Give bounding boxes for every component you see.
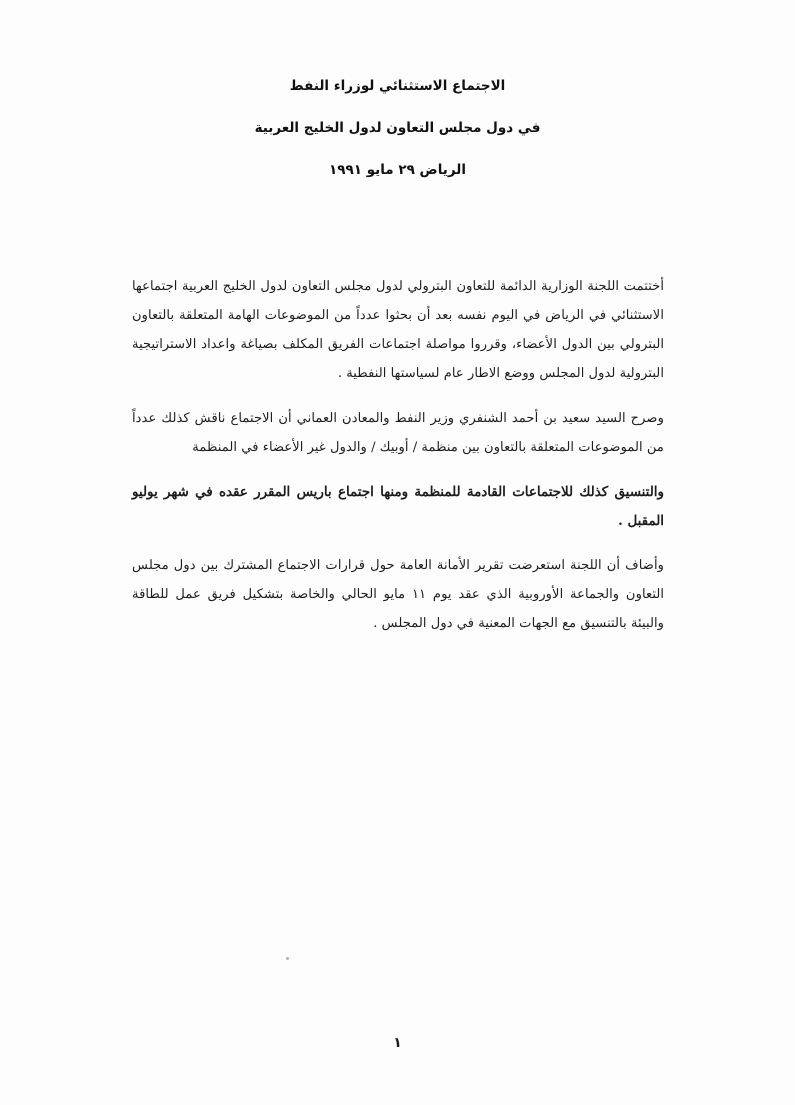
page-number: ١ [393, 1035, 402, 1051]
document-heading [0, 78, 795, 204]
paragraph-4: وأضاف أن اللجنة استعرضت تقرير الأمانة العامة حول قرارات الاجتماع المشترك بين دول مجلس التعاون والجماعة الأوروبية الذي عقد يوم ١١ مايو الحالي والخاصة بتشكيل فريق عمل للطاقة والبيئة بالتنسيق مع الجهات المعنية في دول المجلس . [132, 558, 665, 631]
heading-line-2: في دول مجلس التعاون لدول الخليج العربية [254, 120, 541, 136]
scan-artifact-dot [286, 957, 289, 960]
heading-line-1: الاجتماع الاستثنائي لوزراء النفط [289, 78, 506, 94]
paragraph-1: أختتمت اللجنة الوزارية الدائمة للتعاون البترولي لدول مجلس التعاون لدول الخليج العربية اجتماعها الاستثنائي في الرياض في اليوم نفسه بعد أن بحثوا عدداً من الموضوعات الهامة المتعلقة بالتعاون البترولي بين الدول الأعضاء، وقرروا مواصلة اجتماعات الفريق المكلف بصياغة واعداد الاستراتيجية البترولية لدول المجلس ووضع الاطار عام لسياستها النفطية . [132, 279, 664, 381]
heading-line-3-date: الرياض ٢٩ مايو ١٩٩١ [329, 162, 466, 178]
paragraph-2: وصرح السيد سعيد بن أحمد الشنفري وزير النفط والمعادن العماني أن الاجتماع ناقش كذلك عدداً من الموضوعات المتعلقة بالتعاون بين منظمة / أوبيك / والدول غير الأعضاء في المنظمة [132, 411, 664, 455]
paragraph-3: والتنسيق كذلك للاجتماعات القادمة للمنظمة ومنها اجتماع باريس المقرر عقده في شهر يوليو المقبل . [132, 484, 664, 529]
document-body [132, 272, 664, 638]
